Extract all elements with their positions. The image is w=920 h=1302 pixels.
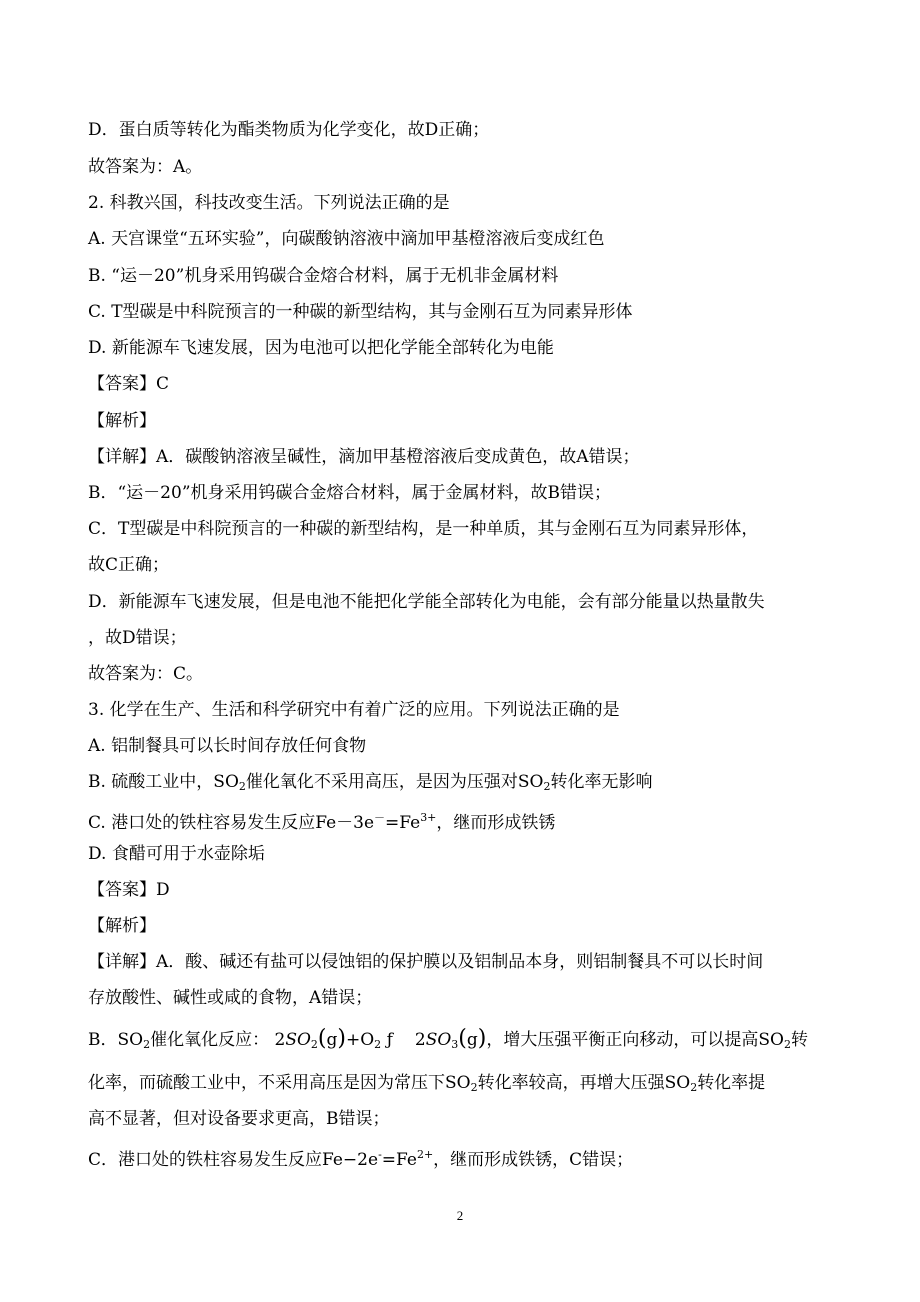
option-c: C. T型碳是中科院预言的一种碳的新型结构，其与金刚石互为同素异形体 (88, 302, 633, 322)
detail-line: 【详解】A．酸、碱还有盐可以侵蚀铝的保护膜以及铝制品本身，则铝制餐具不可以长时间 (88, 952, 764, 972)
text-span: =Fe (381, 1150, 417, 1170)
text-span: B．SO (88, 1030, 144, 1050)
detail-line: 高不显著，但对设备要求更高，B错误； (88, 1109, 390, 1129)
detail-line: 存放酸性、碱性或咸的食物，A错误； (88, 988, 373, 1008)
equilibrium-arrow: ƒ (386, 1030, 393, 1050)
option-c (88, 806, 555, 835)
text-span: ，继而形成铁锈 (436, 813, 556, 833)
formula: SO (285, 1030, 311, 1050)
superscript: 3+ (420, 811, 437, 824)
analysis-label: 【解析】 (88, 411, 156, 431)
text-span: 催化氧化不采用高压，是因为压强对SO (245, 772, 544, 792)
formula: SO (425, 1030, 452, 1050)
text-span: 转 (790, 1030, 808, 1050)
text-span: 化率，而硫酸工业中，不采用高压是因为常压下SO (88, 1073, 471, 1093)
text-line: 故答案为：C。 (88, 664, 204, 684)
detail-line: ，故D错误； (88, 628, 187, 648)
superscript: － (374, 811, 386, 824)
option-a: A. 铝制餐具可以长时间存放任何食物 (88, 736, 367, 756)
text-span: ，增大压强平衡正向移动，可以提高SO (486, 1030, 784, 1050)
text-span: 转化率较高，再增大压强SO (477, 1073, 691, 1093)
text-line: D．蛋白质等转化为酯类物质为化学变化，故D正确； (88, 120, 490, 140)
superscript: - (378, 1148, 382, 1161)
subscript: 2 (690, 1081, 698, 1094)
detail-line (88, 1071, 765, 1100)
question-stem: 3. 化学在生产、生活和科学研究中有着广泛的应用。下列说法正确的是 (88, 700, 620, 720)
state: g (326, 1030, 338, 1050)
superscript: 2+ (416, 1148, 434, 1161)
paren: ) (477, 1026, 487, 1051)
equation-line (88, 1027, 808, 1057)
text-span: =Fe (385, 813, 421, 833)
text-span: 催化氧化反应： (150, 1030, 270, 1050)
page-number: 2 (456, 1208, 464, 1223)
answer-label: 【答案】D (88, 880, 170, 900)
question-stem: 2. 科教兴国，科技改变生活。下列说法正确的是 (88, 193, 450, 213)
option-d: D. 新能源车飞速发展，因为电池可以把化学能全部转化为电能 (88, 338, 554, 358)
state: g (466, 1030, 478, 1050)
detail-line: 【详解】A．碳酸钠溶液呈碱性，滴加甲基橙溶液后变成黄色，故A错误； (88, 447, 640, 467)
paren: ) (337, 1026, 346, 1051)
subscript: 2 (310, 1038, 318, 1051)
detail-line: C．T型碳是中科院预言的一种碳的新型结构，是一种单质，其与金刚石互为同素异形体， (88, 519, 759, 539)
answer-label: 【答案】C (88, 374, 170, 394)
analysis-label: 【解析】 (88, 916, 156, 936)
subscript: 2 (470, 1081, 478, 1094)
subscript: 2 (783, 1038, 791, 1051)
option-b: B. “运－20”机身采用钨碳合金熔合材料，属于无机非金属材料 (88, 266, 559, 286)
text-span: ，继而形成铁锈，C错误； (433, 1150, 634, 1170)
plus-sign: + (345, 1030, 361, 1050)
text-line: 故答案为：A。 (88, 157, 203, 177)
paren: ( (458, 1026, 467, 1051)
coefficient: 2 (274, 1030, 286, 1050)
subscript: 2 (374, 1038, 382, 1051)
text-span: 转化率提 (697, 1073, 766, 1093)
detail-line: D．新能源车飞速发展，但是电池不能把化学能全部转化为电能，会有部分能量以热量散失 (88, 592, 765, 612)
subscript: 3 (451, 1038, 459, 1051)
subscript: 2 (543, 780, 551, 793)
text-span: C. 港口处的铁柱容易发生反应Fe－3e (88, 813, 375, 833)
subscript: 2 (238, 780, 246, 793)
chemical-equation (274, 1026, 487, 1051)
subscript: 2 (143, 1038, 151, 1051)
paren: ( (317, 1026, 327, 1051)
option-d: D. 食醋可用于水壶除垢 (88, 844, 265, 864)
option-b (88, 770, 652, 799)
text-span: 转化率无影响 (550, 772, 653, 792)
detail-line: B．“运－20”机身采用钨碳合金熔合材料，属于金属材料，故B错误； (88, 483, 611, 503)
detail-line (88, 1143, 633, 1172)
formula: O (360, 1030, 375, 1050)
option-a: A. 天宫课堂“五环实验”，向碳酸钠溶液中滴加甲基橙溶液后变成红色 (88, 229, 605, 249)
text-span: C．港口处的铁柱容易发生反应Fe−2e (88, 1150, 379, 1170)
detail-line: 故C正确； (88, 555, 170, 575)
text-span: B. 硫酸工业中，SO (88, 772, 239, 792)
coefficient: 2 (414, 1030, 426, 1050)
